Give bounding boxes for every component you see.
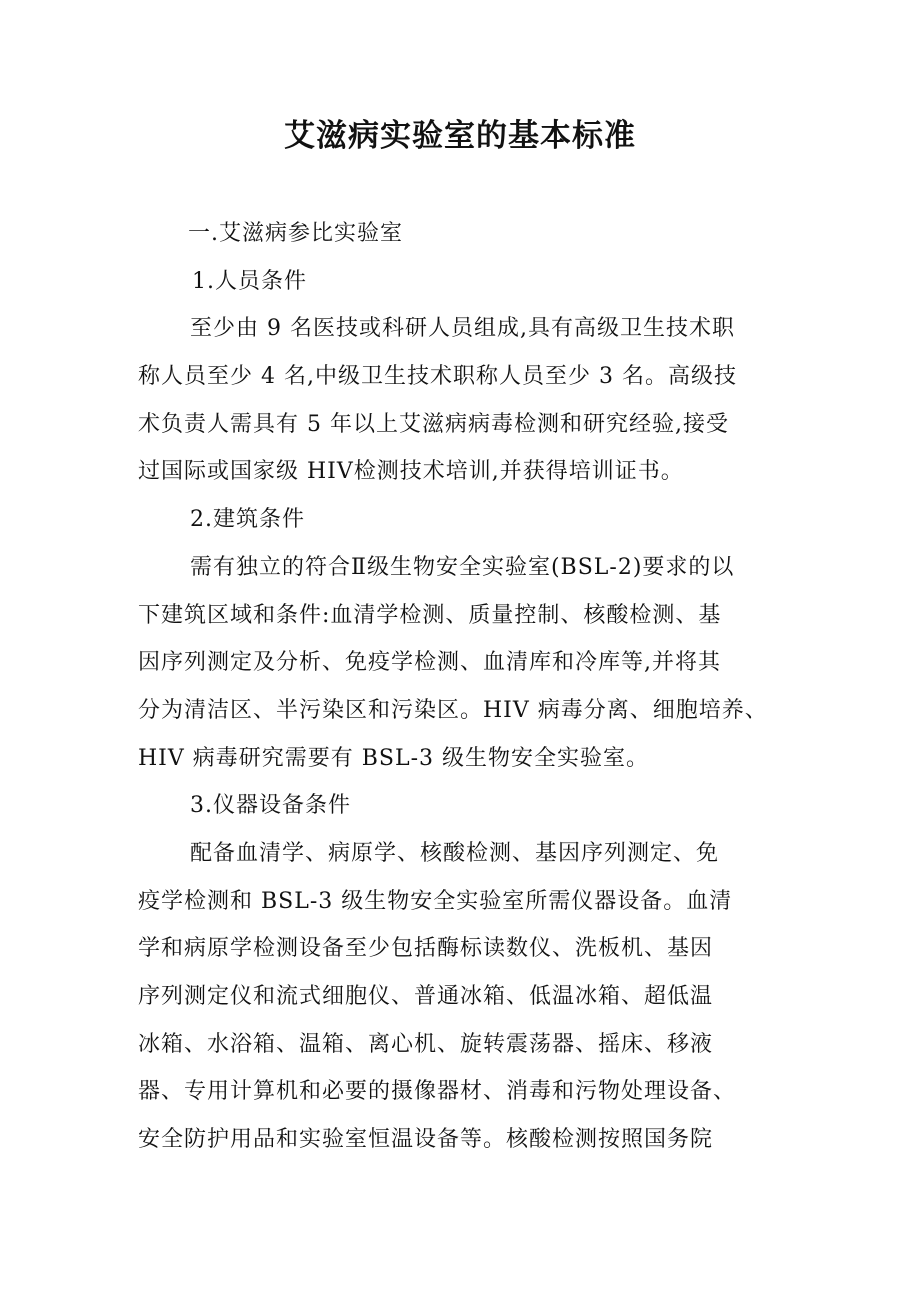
paragraph-line: 至少由 9 名医技或科研人员组成,具有高级卫生技术职 (190, 316, 735, 342)
subsection-heading-personnel: 1.人员条件 (192, 268, 307, 294)
paragraph-line: 下建筑区域和条件:血清学检测、质量控制、核酸检测、基 (138, 602, 722, 628)
paragraph-line: HIV 病毒研究需要有 BSL-3 级生物安全实验室。 (138, 745, 650, 771)
paragraph-line: 术负责人需具有 5 年以上艾滋病病毒检测和研究经验,接受 (138, 411, 729, 437)
paragraph-line: 需有独立的符合Ⅱ级生物安全实验室(BSL-2)要求的以 (190, 554, 735, 580)
subsection-heading-equipment: 3.仪器设备条件 (190, 793, 351, 819)
paragraph-line: 因序列测定及分析、免疫学检测、血清库和冷库等,并将其 (138, 650, 721, 676)
paragraph-line: 学和病原学检测设备至少包括酶标读数仪、洗板机、基因 (138, 936, 714, 962)
paragraph-line: 分为清洁区、半污染区和污染区。HIV 病毒分离、细胞培养、 (138, 697, 768, 723)
paragraph-line: 配备血清学、病原学、核酸检测、基因序列测定、免 (190, 840, 720, 866)
document-body (138, 210, 788, 1164)
subsection-heading-building: 2.建筑条件 (190, 507, 305, 533)
paragraph-line: 器、专用计算机和必要的摄像器材、消毒和污物处理设备、 (138, 1079, 737, 1105)
paragraph-line: 疫学检测和 BSL-3 级生物安全实验室所需仪器设备。血清 (138, 888, 733, 914)
paragraph-line: 称人员至少 4 名,中级卫生技术职称人员至少 3 名。高级技 (138, 364, 737, 390)
document-title: 艾滋病实验室的基本标准 (284, 118, 636, 154)
section-heading-reference-lab: 一.艾滋病参比实验室 (188, 221, 403, 246)
paragraph-line: 过国际或国家级 HIⅤ检测技术培训,并获得培训证书。 (138, 459, 684, 485)
paragraph-line: 冰箱、水浴箱、温箱、离心机、旋转震荡器、摇床、移液 (138, 1031, 714, 1057)
paragraph-line: 安全防护用品和实验室恒温设备等。核酸检测按照国务院 (138, 1127, 714, 1153)
paragraph-line: 序列测定仪和流式细胞仪、普通冰箱、低温冰箱、超低温 (138, 984, 714, 1009)
